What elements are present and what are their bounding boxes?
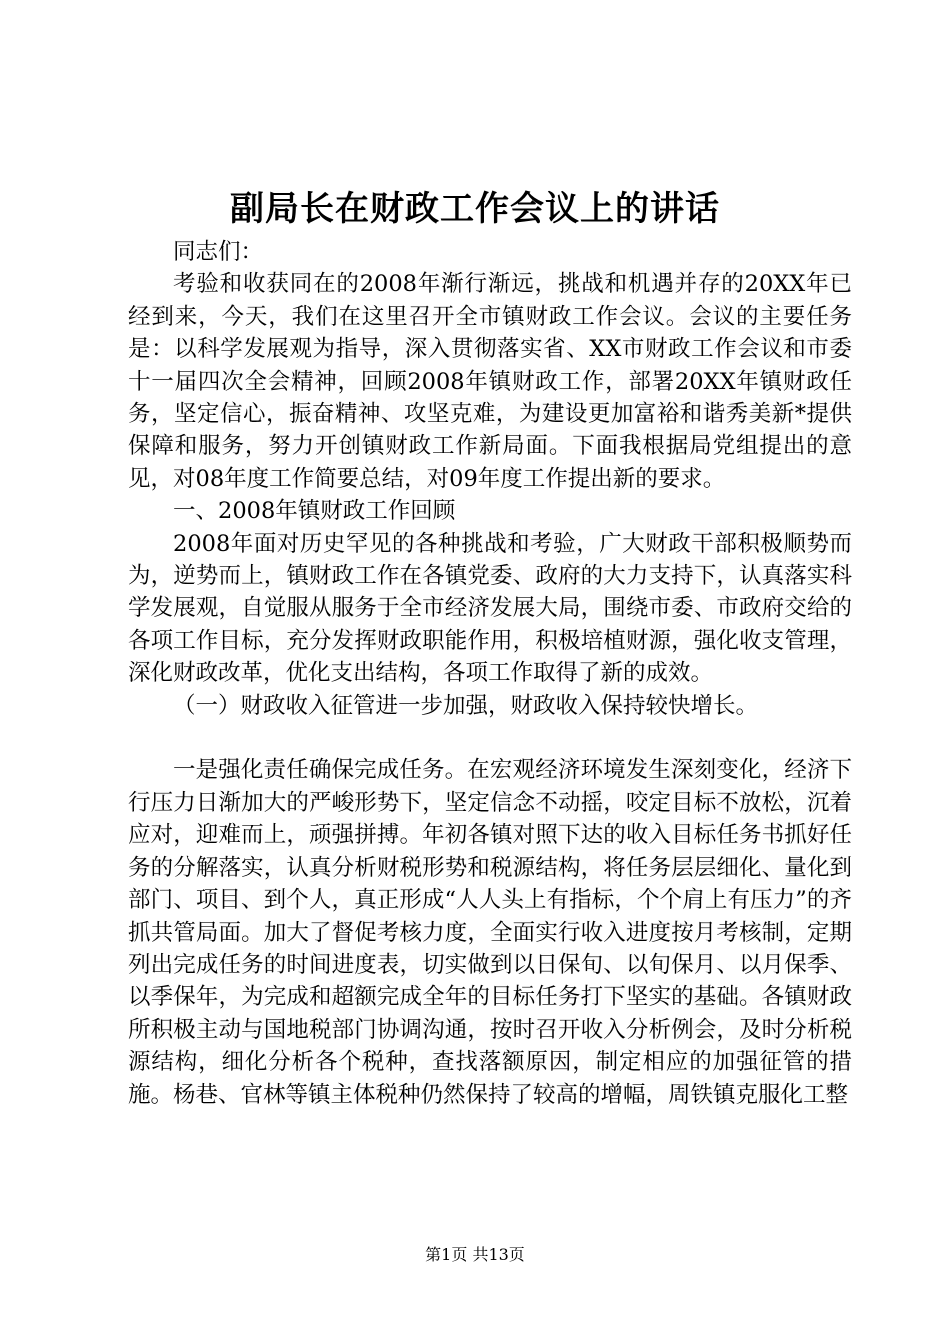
- paragraph-review: 2008年面对历史罕见的各种挑战和考验，广大财政干部积极顺势而为，逆势而上，镇财政工作在各镇党委、政府的大力支持下，认真落实科学发展观，自觉服从服务于全市经济发展大局，围绕市委、市政府交给的各项工作目标，充分发挥财政职能作用，积极培植财源，强化收支管理，深化财政改革，优化支出结构，各项工作取得了新的成效。: [128, 530, 852, 687]
- subsection-heading: （一）财政收入征管进一步加强，财政收入保持较快增长。: [173, 692, 759, 719]
- paragraph-intro: 考验和收获同在的2008年渐行渐远，挑战和机遇并存的20XX年已经到来，今天，我们在这里召开全市镇财政工作会议。会议的主要任务是：以科学发展观为指导，深入贯彻落实省、XX市财政工作会议和市委十一届四次全会精神，回顾2008年镇财政工作，部署20XX年镇财政任务，坚定信心，振奋精神、攻坚克难，为建设更加富裕和谐秀美新*提供保障和服务，努力开创镇财政工作新局面。下面我根据局党组提出的意见，对08年度工作简要总结，对09年度工作提出新的要求。: [128, 271, 852, 492]
- section-heading: 一、2008年镇财政工作回顾: [173, 498, 456, 525]
- paragraph-spacer: [128, 722, 852, 754]
- salutation: 同志们：: [173, 239, 264, 265]
- paragraph-revenue: 一是强化责任确保完成任务。在宏观经济环境发生深刻变化，经济下行压力日渐加大的严峻形势下，坚定信念不动摇，咬定目标不放松，沉着应对，迎难而上，顽强拼搏。年初各镇对照下达的收入目标任务书抓好任务的分解落实，认真分析财税形势和税源结构，将任务层层细化、量化到部门、项目、到个人，真正形成“人人头上有指标，个个肩上有压力”的齐抓共管局面。加大了督促考核力度，全面实行收入进度按月考核制，定期列出完成任务的时间进度表，切实做到以日保旬、以旬保月、以月保季、以季保年，为完成和超额完成全年的目标任务打下坚实的基础。各镇财政所积极主动与国地税部门协调沟通，按时召开收入分析例会，及时分析税源结构，细化分析各个税种，查找落额原因，制定相应的加强征管的措施。杨巷、官林等镇主体税种仍然保持了较高的增幅，周铁镇克服化工整: [128, 757, 852, 1108]
- document-body: [128, 236, 852, 1111]
- page-footer: 第1页 共13页: [425, 1245, 525, 1264]
- document-title: 副局长在财政工作会议上的讲话: [230, 189, 720, 229]
